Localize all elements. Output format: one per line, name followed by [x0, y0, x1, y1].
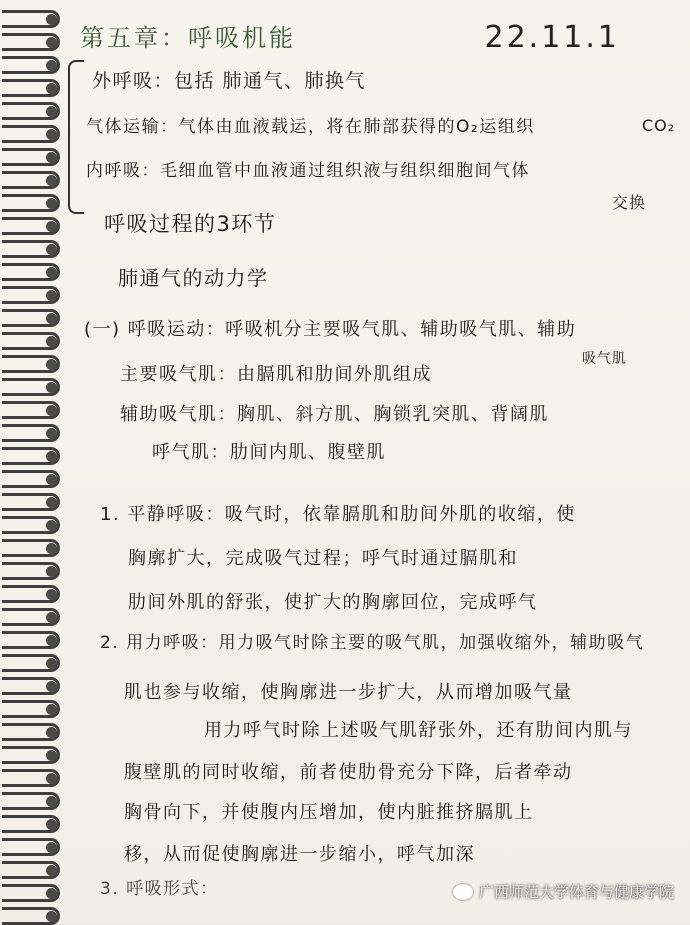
binding-hole [46, 819, 57, 830]
binding-hole [46, 865, 57, 876]
note-line-7: 主要吸气肌：由膈肌和肋间外肌组成 [120, 364, 432, 385]
binding-hole [46, 497, 57, 508]
binding-hole [46, 129, 57, 140]
binding-hole [46, 635, 57, 646]
binding-hole [46, 267, 57, 278]
note-line-17: 胸骨向下，并使腹内压增加，使内脏推挤膈肌上 [124, 802, 534, 823]
binding-hole [46, 589, 57, 600]
binding-hole [46, 612, 57, 623]
spiral-binding [0, 0, 72, 924]
binding-hole [46, 750, 57, 761]
note-line-13: 2. 用力呼吸：用力吸气时除主要的吸气肌，加强收缩外，辅助吸气 [100, 633, 645, 653]
note-line-4: 呼吸过程的3环节 [104, 212, 277, 236]
binding-hole [46, 405, 57, 416]
inhale-muscle-note: 吸气肌 [582, 351, 627, 367]
binding-hole [46, 520, 57, 531]
binding-hole [46, 152, 57, 163]
section-heading: 肺通气的动力学 [118, 266, 269, 290]
binding-hole [46, 382, 57, 393]
note-line-15: 用力呼气时除上述吸气肌舒张外，还有肋间内肌与 [204, 720, 633, 741]
note-line-8: 辅助吸气肌：胸肌、斜方肌、胸锁乳突肌、背阔肌 [120, 404, 549, 425]
binding-hole [46, 14, 57, 25]
binding-hole [46, 221, 57, 232]
binding-hole [46, 106, 57, 117]
binding-hole [46, 313, 57, 324]
date: 22.11.1 [484, 20, 620, 55]
note-line-19: 3. 呼吸形式： [100, 879, 219, 899]
watermark [453, 881, 674, 902]
binding-hole [46, 842, 57, 853]
note-line-9: 呼气肌：肋间内肌、腹壁肌 [152, 442, 386, 463]
exchange-note: 交换 [612, 193, 647, 212]
binding-hole [46, 566, 57, 577]
note-line-14: 肌也参与收缩，使胸廓进一步扩大，从而增加吸气量 [124, 682, 573, 703]
note-line-1: 外呼吸：包括 肺通气、肺换气 [92, 70, 367, 92]
binding-hole [46, 727, 57, 738]
binding-hole [46, 704, 57, 715]
note-line-10: 1. 平静呼吸：吸气时，依靠膈肌和肋间外肌的收缩，使 [100, 504, 576, 525]
binding-hole [46, 336, 57, 347]
binding-hole [46, 37, 57, 48]
binding-hole [46, 888, 57, 899]
binding-hole [46, 474, 57, 485]
watermark-text: 广西师范大学体育与健康学院 [478, 883, 674, 901]
brace [68, 60, 84, 214]
note-line-3: 内呼吸：毛细血管中血液通过组织液与组织细胞间气体 [86, 161, 530, 181]
wechat-icon [453, 884, 473, 900]
binding-hole [46, 681, 57, 692]
note-line-12: 肋间外肌的舒张，使扩大的胸廓回位，完成呼气 [128, 592, 538, 613]
note-line-16: 腹壁肌的同时收缩，前者使肋骨充分下降，后者牵动 [124, 762, 573, 783]
note-line-11: 胸廓扩大，完成吸气过程；呼气时通过膈肌和 [128, 548, 518, 569]
binding-hole [46, 244, 57, 255]
binding-hole [46, 911, 57, 922]
binding-hole [46, 83, 57, 94]
binding-hole [46, 773, 57, 784]
note-line-2: 气体运输：气体由血液载运，将在肺部获得的O₂运组织 [86, 117, 535, 137]
note-line-18: 移，从而促使胸廓进一步缩小，呼气加深 [124, 844, 475, 865]
binding-hole [46, 359, 57, 370]
binding-hole [46, 658, 57, 669]
chapter-title: 第五章：呼吸机能 [80, 24, 296, 52]
binding-hole [46, 796, 57, 807]
co2-note: CO₂ [642, 116, 676, 135]
binding-hole [46, 543, 57, 554]
binding-hole [46, 175, 57, 186]
note-line-6: (一) 呼吸运动：呼吸机分主要吸气肌、辅助吸气肌、辅助 [84, 319, 577, 340]
binding-hole [46, 198, 57, 209]
binding-hole [46, 451, 57, 462]
binding-hole [46, 290, 57, 301]
binding-hole [46, 428, 57, 439]
binding-hole [46, 60, 57, 71]
